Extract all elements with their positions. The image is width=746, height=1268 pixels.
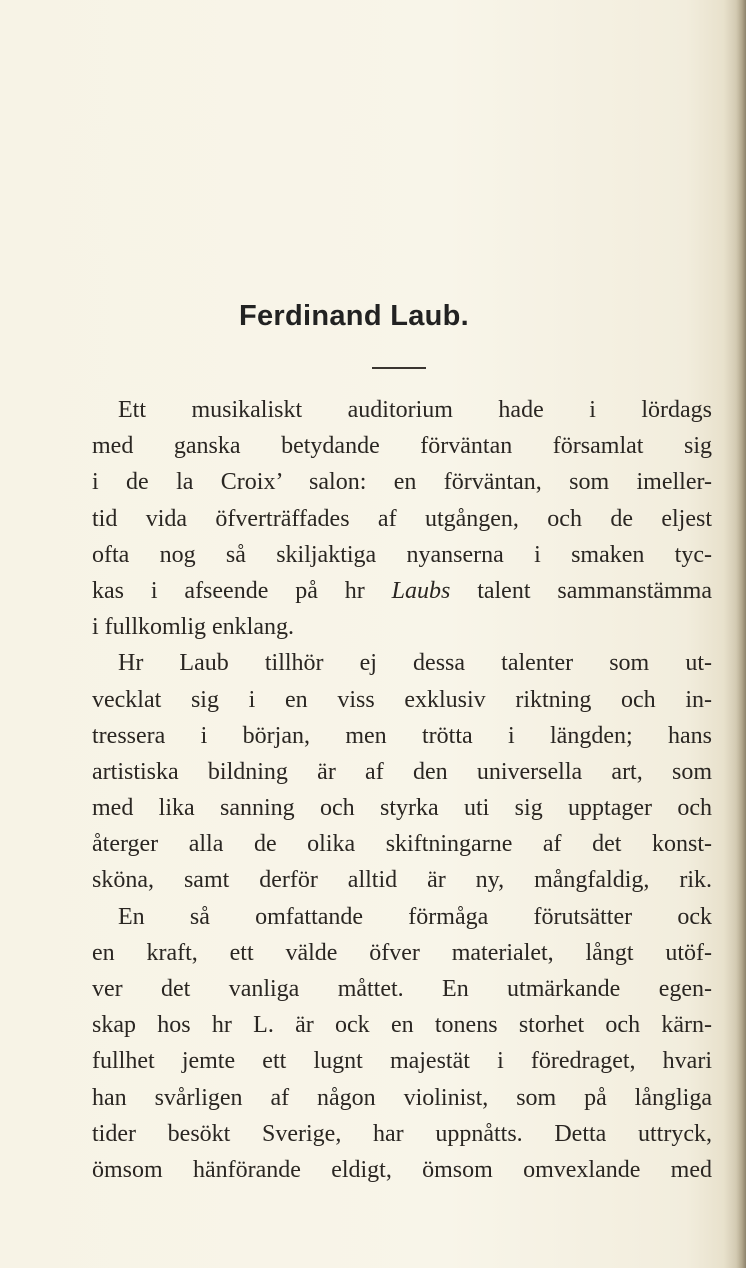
text-line: med lika sanning och styrka uti sig upptager och <box>92 795 712 822</box>
text-line: tid vida öfverträffades af utgången, och de eljest <box>92 505 712 532</box>
text-line: tressera i början, men trötta i längden; hans <box>92 722 712 749</box>
text-line <box>92 573 712 609</box>
text-line: han svårligen af någon violinist, som på långliga <box>92 1084 712 1111</box>
text-line: tider besökt Sverige, har uppnåtts. Detta uttryck, <box>92 1120 712 1147</box>
text-segment: kas i afseende på hr <box>92 577 365 604</box>
text-line: En så omfattande förmåga förutsätter ock <box>118 903 712 930</box>
text-line: artistiska bildning är af den universella art, som <box>92 758 712 785</box>
text-line: med ganska betydande förväntan församlat sig <box>92 433 712 460</box>
text-line: fullhet jemte ett lugnt majestät i föredraget, hvari <box>92 1048 712 1075</box>
text-line: ver det vanliga måttet. En utmärkande egen- <box>92 976 712 1002</box>
text-line: i fullkomlig enklang. <box>92 614 294 641</box>
text-line: skap hos hr L. är ock en tonens storhet och kärn- <box>92 1012 712 1039</box>
text-line: sköna, samt derför alltid är ny, mångfaldig, rik. <box>92 867 712 894</box>
text-line: Hr Laub tillhör ej dessa talenter som ut- <box>118 650 712 677</box>
text-line: en kraft, ett välde öfver materialet, långt utöf- <box>92 939 712 966</box>
text-line: i de la Croix’ salon: en förväntan, som imeller- <box>92 469 712 496</box>
text-line: ömsom hänförande eldigt, ömsom omvexlande med <box>92 1156 712 1183</box>
text-line: återger alla de olika skiftningarne af det konst- <box>92 831 712 858</box>
emphasized-name: Laubs <box>391 577 451 604</box>
text-line: ofta nog så skiljaktiga nyanserna i smaken tyc- <box>92 541 712 568</box>
text-line: vecklat sig i en viss exklusiv riktning och in- <box>92 686 712 713</box>
title-divider <box>372 367 426 369</box>
page-edge <box>736 0 746 1268</box>
text-segment: talent sammanstämma <box>477 577 712 604</box>
body-text <box>92 392 712 1188</box>
page-title: Ferdinand Laub. <box>238 300 470 332</box>
text-line: Ett musikaliskt auditorium hade i lördags <box>118 397 712 423</box>
